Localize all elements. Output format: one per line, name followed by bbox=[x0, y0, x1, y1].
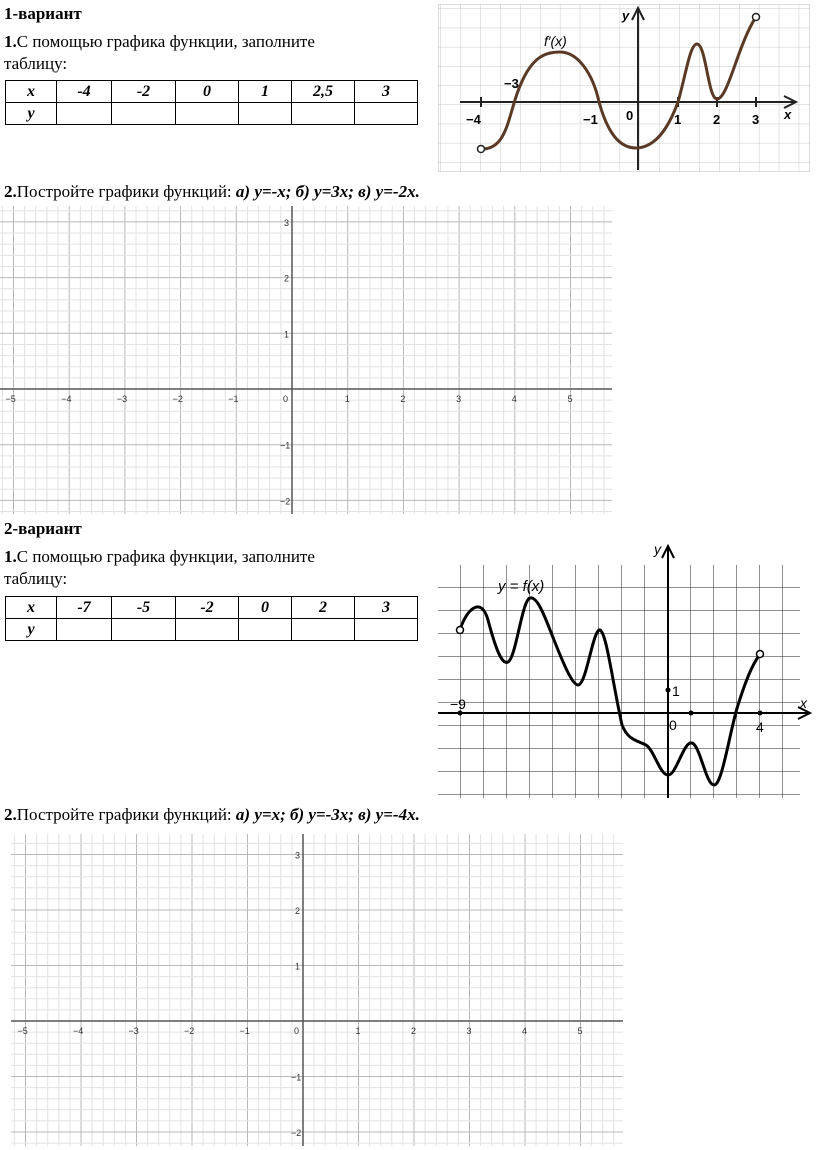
task2-text: Постройте графики функций: bbox=[16, 805, 236, 824]
x-axis-label: x bbox=[784, 107, 792, 122]
task1-text-line2: таблицу: bbox=[4, 54, 68, 73]
variant1-coordinate-grid bbox=[0, 206, 612, 514]
x-tick-label: −5 bbox=[5, 394, 16, 404]
table-cell-y-empty[interactable] bbox=[239, 619, 292, 641]
x-tick-label: 0 bbox=[294, 1026, 300, 1036]
task1-number: 1. bbox=[4, 547, 17, 566]
open-endpoint bbox=[457, 627, 464, 634]
graph-label: 2 bbox=[713, 112, 721, 127]
variant2-task2 bbox=[4, 805, 420, 825]
task2-functions: а) y=x; б) y=-3x; в) y=-4x. bbox=[235, 805, 420, 824]
variant1-derivative-graph bbox=[438, 4, 810, 172]
y-tick-label: −2 bbox=[291, 1128, 302, 1138]
graph-function-label: y = f(x) bbox=[498, 578, 545, 595]
table-cell-y-empty[interactable] bbox=[57, 103, 112, 125]
table-cell-y-empty[interactable] bbox=[292, 103, 355, 125]
y-tick-label: −1 bbox=[280, 440, 291, 451]
open-endpoint bbox=[753, 14, 760, 21]
grid-lines bbox=[11, 834, 623, 1146]
task2-number: 2. bbox=[4, 805, 17, 824]
table-row-x bbox=[6, 81, 418, 103]
table-cell-y-empty[interactable] bbox=[57, 619, 112, 641]
x-tick-label: −2 bbox=[172, 394, 183, 404]
y-tick-label: −2 bbox=[280, 496, 291, 507]
variant1-heading: 1-вариант bbox=[4, 4, 82, 23]
table-cell-x: 3 bbox=[355, 597, 418, 619]
graph-label: 0 bbox=[626, 108, 634, 123]
table-row-x bbox=[6, 597, 418, 619]
y-tick-label: 1 bbox=[295, 961, 301, 972]
table-cell-y-empty[interactable] bbox=[292, 619, 355, 641]
graph-label: −9 bbox=[450, 696, 466, 712]
y-tick-label: 2 bbox=[295, 906, 301, 916]
table-cell-y-empty[interactable] bbox=[112, 103, 176, 125]
task1-text: С помощью графика функции, заполните bbox=[16, 32, 315, 51]
x-tick-label: 5 bbox=[577, 1026, 583, 1036]
table-cell-y-empty[interactable] bbox=[176, 619, 239, 641]
table-cell-y-empty[interactable] bbox=[355, 103, 418, 125]
y-tick-label: −1 bbox=[291, 1072, 302, 1083]
x-tick-label: 2 bbox=[411, 1026, 417, 1036]
table-row-y bbox=[6, 619, 418, 641]
table-cell-x: -2 bbox=[112, 81, 176, 103]
table-cell-x: 3 bbox=[355, 81, 418, 103]
graph-function-label: f′(x) bbox=[544, 33, 567, 49]
task1-text-line2: таблицу: bbox=[4, 569, 68, 588]
x-tick-label: −2 bbox=[184, 1026, 195, 1036]
x-tick-label: 5 bbox=[567, 394, 573, 404]
table-cell-x: 0 bbox=[176, 81, 239, 103]
graph-label: 1 bbox=[672, 683, 680, 699]
x-tick-label: 0 bbox=[283, 394, 289, 404]
variant1-task2 bbox=[4, 182, 420, 202]
table-cell-x: -2 bbox=[176, 597, 239, 619]
graph-label: −1 bbox=[583, 112, 598, 127]
table-cell-x: -5 bbox=[112, 597, 176, 619]
graph-label: 4 bbox=[756, 719, 764, 735]
y-tick-label: 3 bbox=[284, 217, 290, 228]
x-tick-label: 3 bbox=[456, 394, 462, 404]
graph-label: 1 bbox=[674, 112, 682, 127]
table-cell-y-empty[interactable] bbox=[112, 619, 176, 641]
graph-label: −3 bbox=[504, 76, 519, 91]
y-tick-label: 3 bbox=[295, 850, 301, 861]
x-tick-label: 4 bbox=[522, 1026, 528, 1036]
table-cell-x: 2 bbox=[292, 597, 355, 619]
x-tick-label: −5 bbox=[17, 1026, 28, 1036]
x-tick-label: −1 bbox=[239, 1026, 250, 1036]
table-cell-x: 0 bbox=[239, 597, 292, 619]
x-axis-label: x bbox=[800, 695, 807, 711]
task2-text: Постройте графики функций: bbox=[16, 182, 236, 201]
x-tick-label: 1 bbox=[355, 1026, 361, 1036]
variant2-task1 bbox=[4, 546, 424, 590]
task2-functions: а) y=-x; б) y=3x; в) y=-2x. bbox=[235, 182, 420, 201]
variant2-value-table bbox=[5, 596, 418, 641]
table-header-y: y bbox=[6, 103, 57, 125]
table-cell-x: -7 bbox=[57, 597, 112, 619]
variant2-coordinate-grid bbox=[11, 834, 623, 1146]
grid-lines bbox=[0, 206, 612, 514]
table-header-x: x bbox=[6, 81, 57, 103]
table-cell-y-empty[interactable] bbox=[176, 103, 239, 125]
task1-text: С помощью графика функции, заполните bbox=[16, 547, 315, 566]
graph-label: 0 bbox=[669, 717, 677, 733]
x-tick-label: 4 bbox=[511, 394, 517, 404]
task1-number: 1. bbox=[4, 32, 17, 51]
x-tick-label: −4 bbox=[73, 1026, 84, 1036]
graph-label: 3 bbox=[752, 112, 760, 127]
open-endpoint bbox=[478, 146, 485, 153]
y-axis-label: y bbox=[622, 8, 630, 23]
x-tick-label: −1 bbox=[228, 394, 239, 404]
task2-number: 2. bbox=[4, 182, 17, 201]
table-cell-y-empty[interactable] bbox=[355, 619, 418, 641]
table-row-y bbox=[6, 103, 418, 125]
table-header-y: y bbox=[6, 619, 57, 641]
x-tick-label: −3 bbox=[116, 394, 128, 404]
variant2-function-graph bbox=[436, 540, 816, 802]
x-tick-label: −4 bbox=[61, 394, 72, 404]
table-cell-x: 1 bbox=[239, 81, 292, 103]
y-axis-label: y bbox=[654, 541, 661, 557]
table-cell-x: -4 bbox=[57, 81, 112, 103]
x-tick-label: 1 bbox=[344, 394, 350, 404]
x-tick-label: 2 bbox=[400, 394, 406, 404]
table-cell-x: 2,5 bbox=[292, 81, 355, 103]
table-cell-y-empty[interactable] bbox=[239, 103, 292, 125]
table-header-x: x bbox=[6, 597, 57, 619]
y-tick-label: 1 bbox=[284, 329, 290, 340]
open-endpoint bbox=[757, 651, 764, 658]
variant2-heading: 2-вариант bbox=[4, 519, 82, 538]
y-tick-label: 2 bbox=[284, 273, 290, 284]
x-tick-label: −3 bbox=[128, 1026, 139, 1036]
variant1-value-table bbox=[5, 80, 418, 125]
x-tick-label: 3 bbox=[466, 1026, 472, 1036]
graph-label: −4 bbox=[466, 112, 481, 127]
variant1-task1 bbox=[4, 31, 424, 75]
